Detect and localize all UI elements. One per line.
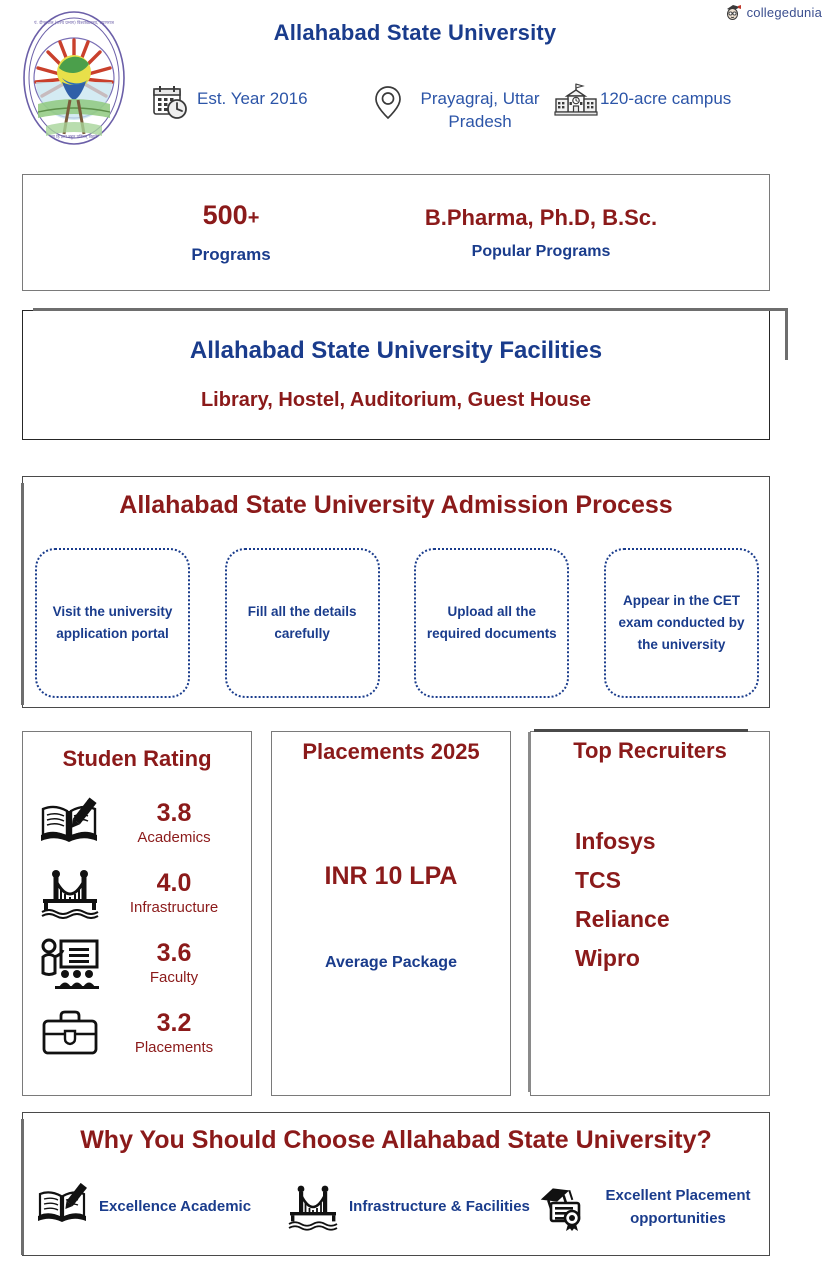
collegedunia-brand <box>723 2 822 22</box>
placements-title: Placements 2025 <box>302 739 480 764</box>
recruiters-list <box>575 828 670 984</box>
book-pencil-icon <box>37 1183 89 1231</box>
recruiter-item: Wipro <box>575 945 640 971</box>
header <box>0 0 830 160</box>
meta-campus <box>553 82 790 122</box>
facilities-heading: Allahabad State University Facilities <box>189 337 603 364</box>
average-package-value: INR 10 LPA <box>324 862 458 890</box>
meta-location-label: Prayagraj, Uttar Pradesh <box>420 89 540 131</box>
collegedunia-wordmark: collegedunia <box>746 4 822 20</box>
why-choose-item <box>537 1183 757 1231</box>
rating-text <box>101 1010 245 1055</box>
facilities-box <box>22 310 770 440</box>
rating-row <box>31 788 245 858</box>
rating-row <box>31 858 245 928</box>
why-choose-item <box>37 1183 287 1231</box>
bridge-icon <box>287 1183 339 1231</box>
rating-label: Academics <box>137 828 211 846</box>
recruiter-item: Infosys <box>575 828 656 854</box>
admission-step-text: Upload all the required documents <box>426 603 557 641</box>
why-choose-item <box>287 1183 537 1231</box>
stat-programs-label: Programs <box>191 245 271 264</box>
rating-text <box>101 800 245 845</box>
admission-step-card[interactable] <box>35 548 190 698</box>
collegedunia-mascot-icon <box>723 2 743 22</box>
stat-programs-value: 500+ <box>202 200 260 230</box>
admission-step-card[interactable] <box>604 548 759 698</box>
meta-campus-label: 120-acre campus <box>599 89 732 108</box>
rating-row <box>31 998 245 1068</box>
placements-panel <box>271 731 511 1096</box>
stats-box <box>22 174 770 291</box>
rating-value: 3.8 <box>156 799 192 828</box>
student-rating-panel <box>22 731 252 1096</box>
admission-step-card[interactable] <box>225 548 380 698</box>
facilities-right-rule <box>785 308 788 360</box>
rating-label: Placements <box>134 1038 214 1056</box>
calendar-clock-icon <box>150 82 190 122</box>
stat-popular-label: Popular Programs <box>471 242 611 260</box>
campus-building-icon <box>553 82 593 122</box>
location-pin-icon <box>368 82 408 122</box>
meta-established-label: Est. Year 2016 <box>197 89 308 108</box>
facilities-list: Library, Hostel, Auditorium, Guest House <box>200 389 592 411</box>
admission-step-text: Appear in the CET exam conducted by the university <box>618 592 745 653</box>
stat-popular-value: B.Pharma, Ph.D, B.Sc. <box>424 204 658 230</box>
admission-step-text: Visit the university application portal <box>52 603 173 641</box>
briefcase-icon <box>39 1007 101 1059</box>
svg-text:सा हि ज्ञान बहुत पवित्रम् विद्: सा हि ज्ञान बहुत पवित्रम् विद्यते <box>50 134 98 139</box>
facilities-top-rule <box>33 308 785 311</box>
why-choose-items <box>37 1183 757 1231</box>
stat-popular-programs <box>376 205 706 261</box>
recruiters-left-rule <box>528 732 531 1092</box>
book-pencil-icon <box>39 797 101 849</box>
admission-steps <box>35 548 759 698</box>
admission-heading: Allahabad State University Admission Process <box>119 491 673 519</box>
meta-location <box>368 82 553 134</box>
rating-label: Faculty <box>149 968 199 986</box>
rating-value: 4.0 <box>156 869 192 898</box>
top-recruiters-panel <box>530 731 770 1096</box>
top-recruiters-title: Top Recruiters <box>573 738 727 763</box>
average-package-label: Average Package <box>325 954 457 971</box>
why-choose-text: Excellent Placement opportunities <box>605 1186 751 1227</box>
stat-programs <box>86 200 376 265</box>
classroom-teacher-icon <box>39 937 101 989</box>
recruiter-item: TCS <box>575 867 621 893</box>
why-choose-heading: Why You Should Choose Allahabad State University? <box>80 1126 712 1154</box>
svg-text:पं. दीनदयाल (राज्य प्रभाग) विश: पं. दीनदयाल (राज्य प्रभाग) विश्वविद्यालय, प्रयागराज <box>34 20 114 25</box>
rating-text <box>101 870 245 915</box>
admission-step-card[interactable] <box>414 548 569 698</box>
graduation-certificate-icon <box>537 1183 589 1231</box>
rating-value: 3.6 <box>156 939 192 968</box>
why-choose-text: Excellence Academic <box>99 1198 252 1216</box>
recruiter-item: Reliance <box>575 906 670 932</box>
why-choose-text: Infrastructure & Facilities <box>349 1198 530 1216</box>
header-meta-row <box>150 82 790 134</box>
recruiters-top-rule <box>534 729 748 732</box>
rating-text <box>101 940 245 985</box>
rating-list <box>31 788 245 1068</box>
student-rating-title: Studen Rating <box>62 746 212 771</box>
why-choose-box <box>22 1112 770 1256</box>
rating-label: Infrastructure <box>129 898 219 916</box>
rating-row <box>31 928 245 998</box>
admission-process-box <box>22 476 770 708</box>
bridge-icon <box>39 867 101 919</box>
meta-established <box>150 82 368 122</box>
rating-value: 3.2 <box>156 1009 192 1038</box>
admission-step-text: Fill all the details carefully <box>247 603 357 641</box>
page-title: Allahabad State University <box>273 20 557 45</box>
